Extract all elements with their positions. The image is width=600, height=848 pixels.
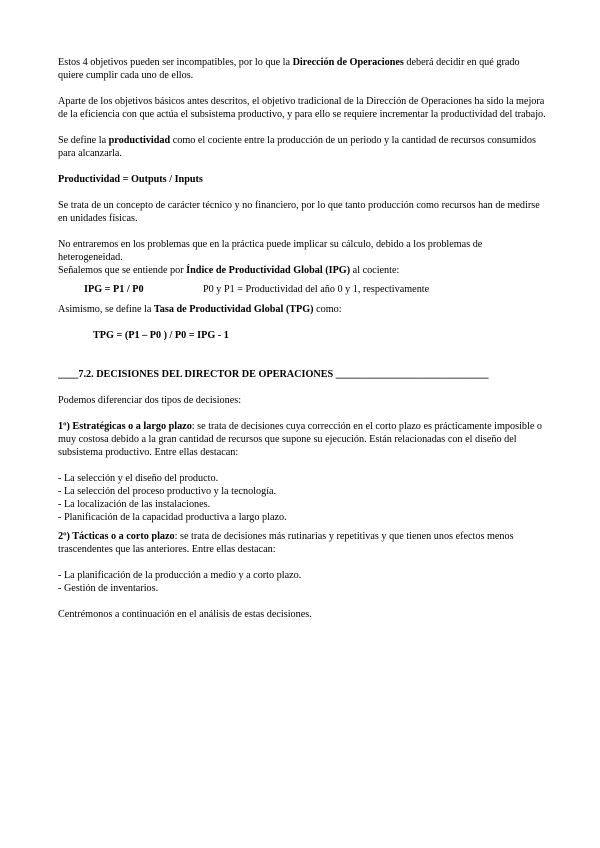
ipg-formula-expression: IPG = P1 / P0 <box>84 284 144 295</box>
tpg-formula: TPG = (P1 – P0 ) / P0 = IPG - 1 <box>93 330 229 341</box>
paragraph-objectives: Estos 4 objetivos pueden ser incompatibles, por lo que la Dirección de Operaciones deberá decidir en qué grado quiere cumplir cada uno de ellos. <box>58 57 520 81</box>
list-item: - La planificación de la producción a medio y a corto plazo. <box>58 570 302 581</box>
productivity-formula: Productividad = Outputs / Inputs <box>58 174 203 185</box>
ipg-formula <box>58 283 546 297</box>
bold-ipg: Índice de Productividad Global (IPG) <box>186 265 351 276</box>
list-item: - La localización de las instalaciones. <box>58 499 211 510</box>
paragraph-decision-types: Podemos diferenciar dos tipos de decisiones: <box>58 395 242 406</box>
bold-direccion-operaciones: Dirección de Operaciones <box>292 57 404 68</box>
ipg-formula-legend: P0 y P1 = Productividad del año 0 y 1, respectivamente <box>203 284 430 295</box>
bold-tactical-label: 2º) Tácticas o a corto plazo <box>58 531 175 542</box>
paragraph-efficiency: Aparte de los objetivos básicos antes descritos, el objetivo tradicional de la Dirección de Operaciones ha sido la mejora de la eficiencia con que actúa el subsistema productivo, y para ello se requiere incrementar la productividad del trabajo. <box>58 96 546 120</box>
paragraph-tactical: 2º) Tácticas o a corto plazo: se trata de decisiones más rutinarias y repetitivas y que tienen unos efectos menos trascendentes que las anteriores. Entre ellas destacan: <box>58 531 514 555</box>
paragraph-strategic: 1º) Estratégicas o a largo plazo: se trata de decisiones cuya corrección en el corto plazo es prácticamente imposible o muy costosa debido a la gran cantidad de recursos que supone su ejecución. Están relacionadas con el diseño del subsistema productivo. Entre ellas destacan: <box>58 421 542 458</box>
bold-tpg: Tasa de Productividad Global (TPG) <box>153 304 314 315</box>
bold-productividad: productividad <box>108 135 171 146</box>
paragraph-conclusion: Centrémonos a continuación en el análisis de estas decisiones. <box>58 609 312 620</box>
strategic-decisions-list <box>58 472 546 524</box>
tactical-decisions-list <box>58 569 546 595</box>
paragraph-technical-concept: Se trata de un concepto de carácter técnico y no financiero, por lo que tanto producción como recursos han de medirse en unidades físicas. <box>58 200 540 224</box>
paragraph-tpg-intro: Asimismo, se define la Tasa de Productividad Global (TPG) como: <box>58 304 342 315</box>
paragraph-heterogeneity: No entraremos en los problemas que en la práctica puede implicar su cálculo, debido a los problemas de heterogeneidad. <box>58 239 483 263</box>
paragraph-ipg-intro: Señalemos que se entiende por Índice de Productividad Global (IPG) al cociente: <box>58 265 400 276</box>
list-item: - La selección del proceso productivo y la tecnología. <box>58 486 277 497</box>
document-page <box>58 56 546 621</box>
list-item: - La selección y el diseño del producto. <box>58 473 219 484</box>
paragraph-productivity-definition: Se define la productividad como el cociente entre la producción de un periodo y la cantidad de recursos consumidos para alcanzarla. <box>58 135 536 159</box>
list-item: - Gestión de inventarios. <box>58 583 159 594</box>
list-item: - Planificación de la capacidad productiva a largo plazo. <box>58 512 287 523</box>
section-title: ____7.2. DECISIONES DEL DIRECTOR DE OPERACIONES ______________________________ <box>58 369 489 380</box>
bold-strategic-label: 1º) Estratégicas o a largo plazo <box>58 421 192 432</box>
